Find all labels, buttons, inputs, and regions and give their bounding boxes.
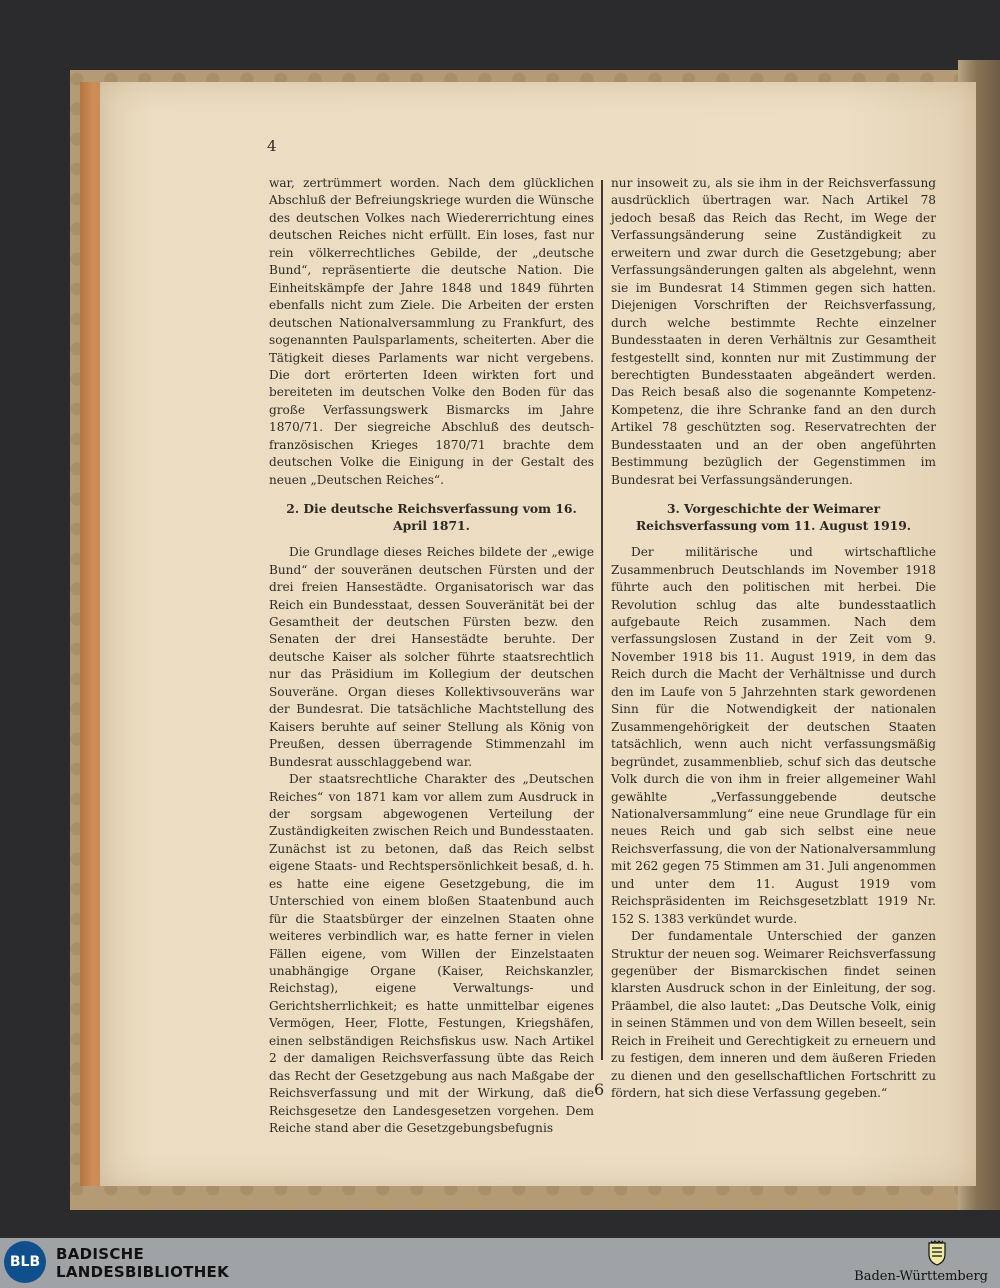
right-text-column <box>611 175 936 1103</box>
coat-of-arms-icon <box>927 1240 947 1266</box>
blb-logo[interactable]: BLB <box>4 1241 46 1283</box>
page-number-top: 4 <box>267 137 277 155</box>
section-heading: 2. Die deutsche Reichsverfassung vom 16. April 1871. <box>286 501 577 534</box>
paragraph: Der fundamentale Unterschied der ganzen Struktur der neuen sog. Weimarer Reichsverfassung gegenüber der Bismarckischen findet seinen klarsten Ausdruck schon in der Einleitung, der sog. Präambel, die also lautet: „Das Deutsche Volk, einig in seinen Stämmen und von dem Willen beseelt, sein Reich in Freiheit und Gerechtigkeit zu erneuern und zu festigen, dem inneren und dem äußeren Frieden zu dienen und den gesellschaftlichen Fortschritt zu fördern, hat sich diese Verfassung gegeben.“ <box>611 929 936 1101</box>
footer-bar <box>0 1238 1000 1288</box>
library-name <box>56 1245 229 1281</box>
page-number-bottom: 6 <box>594 1080 605 1099</box>
paragraph: nur insoweit zu, als sie ihm in der Reichsverfassung ausdrücklich übertragen war. Nach Artikel 78 jedoch besaß das Reich das Recht, im Wege der Verfassungsänderung seine Zuständigkeit zu erweitern und zwar durch die Gesetzgebung; aber Verfassungsänderungen galten als abgelehnt, wenn sie im Bundesrat 14 Stimmen gegen sich hatten. Diejenigen Vorschriften der Reichsverfassung, durch welche bestimmte Rechte einzelner Bundesstaaten in deren Verhältnis zur Gesamtheit festgestellt sind, konnten nur mit Zustimmung der berechtigten Bundesstaaten abgeändert werden. Das Reich besaß also die sogenannte Kompetenz-Kompetenz, die ihre Schranke fand an den durch Artikel 78 geschützten sog. Reservatrechten der Bundesstaaten und an der oben angeführten Bestimmung bezüglich der Gegenstimmen im Bundesrat bei Verfassungsänderungen. <box>611 176 936 487</box>
page-edge-strip <box>80 82 102 1186</box>
paragraph: Der staatsrechtliche Charakter des „Deutschen Reiches“ von 1871 kam vor allem zum Ausdruck in der sorgsam abgewogenen Verteilung der Zuständigkeiten zwischen Reich und Bundesstaaten. Zunächst ist zu betonen, daß das Reich selbst eigene Staats- und Rechtspersönlichkeit besaß, d. h. es hatte eine eigene Gesetzgebung, die im Unterschied von einem bloßen Staatenbund auch für die Staatsbürger der einzelnen Staaten ohne weiteres verbindlich war, es hatte ferner in vielen Fällen eigene, vom Willen der Einzelstaaten unabhängige Organe (Kaiser, Reichskanzler, Reichstag), eigene Verwaltungs- und Gerichtsherrlichkeit; es hatte unmittelbar eigenes Vermögen, Heer, Flotte, Festungen, Kriegshäfen, einen selbständigen Reichsfiskus usw. Nach Artikel 2 der damaligen Reichsverfassung übte das Reich das Recht der Gesetzgebung aus nach Maßgabe der Reichsverfassung und mit der Wirkung, daß die Reichsgesetze den Landesgesetzen vorgehen. Dem Reiche stand aber die Gesetzgebungsbefugnis <box>269 772 594 1136</box>
section-heading: 3. Vorgeschichte der Weimarer Reichsverfassung vom 11. August 1919. <box>635 501 912 534</box>
library-name-line1: BADISCHE <box>56 1245 145 1263</box>
column-divider <box>601 180 603 1060</box>
paragraph: Der militärische und wirtschaftliche Zusammenbruch Deutschlands im November 1918 führte auch den politischen mit herbei. Die Revolution schlug das alte bundesstaatlich aufgebaute Reich zusammen. Nach dem verfassungslosen Zustand in der Zeit vom 9. November 1918 bis 11. August 1919, in dem das Reich durch die Macht der Verhältnisse und durch den im Laufe von 5 Jahrzehnten stark gewordenen Sinn für die Notwendigkeit der nationalen Zusammengehörigkeit der deutschen Staaten tatsächlich, wenn auch nicht verfassungsmäßig begründet, zusammenblieb, schuf sich das deutsche Volk durch die von ihm in freier allgemeiner Wahl gewählte „Verfassunggebende deutsche Nationalversammlung“ eine neue Grundlage für ein neues Reich und gab sich selbst eine neue Reichsverfassung, die von der Nationalversammlung mit 262 gegen 75 Stimmen am 31. Juli angenommen und unter dem 11. August 1919 vom Reichspräsidenten im Reichsgesetzblatt 1919 Nr. 152 S. 1383 verkündet wurde. <box>611 545 936 926</box>
library-name-line2: LANDESBIBLIOTHEK <box>56 1263 230 1281</box>
state-label[interactable]: Baden-Württemberg <box>854 1269 988 1284</box>
paragraph: Die Grundlage dieses Reiches bildete der „ewige Bund“ der souveränen deutschen Fürsten und der drei freien Hansestädte. Organisatorisch war das Reich ein Bundesstaat, dessen Souveränität bei der Gesamtheit der deutschen Fürsten bezw. den Senaten der drei Hansestädte beruhte. Der deutsche Kaiser als solcher führte staatsrechtlich nur das Präsidium im Kollegium der deutschen Souveräne. Organ dieses Kollektivsouveräns war der Bundesrat. Die tatsächliche Machtstellung des Kaisers beruhte auf seiner Stellung als König von Preußen, dessen überragende Stimmenzahl im Bundesrat ausschlaggebend war. <box>269 545 594 769</box>
paragraph: war, zertrümmert worden. Nach dem glücklichen Abschluß der Befreiungskriege wurden die Wünsche des deutschen Volkes nach Wiedererrichtung eines deutschen Reiches nicht erfüllt. Ein loses, fast nur rein völkerrechtliches Gebilde, der „deutsche Bund“, repräsentierte die deutsche Nation. Die Einheitskämpfe der Jahre 1848 und 1849 führten ebenfalls nicht zum Ziele. Die Arbeiten der ersten deutschen Nationalversammlung zu Frankfurt, des sogenannten Paulsparlaments, scheiterten. Aber die Tätigkeit dieses Parlaments war nicht vergebens. Die dort erörterten Ideen wirkten fort und bereiteten im deutschen Volke den Boden für das große Verfassungswerk Bismarcks im Jahre 1870/71. Der siegreiche Abschluß des deutsch-französischen Krieges 1870/71 brachte dem deutschen Volke die Einigung in der Gestalt des neuen „Deutschen Reiches“. <box>269 176 594 487</box>
left-text-column <box>269 175 594 1138</box>
